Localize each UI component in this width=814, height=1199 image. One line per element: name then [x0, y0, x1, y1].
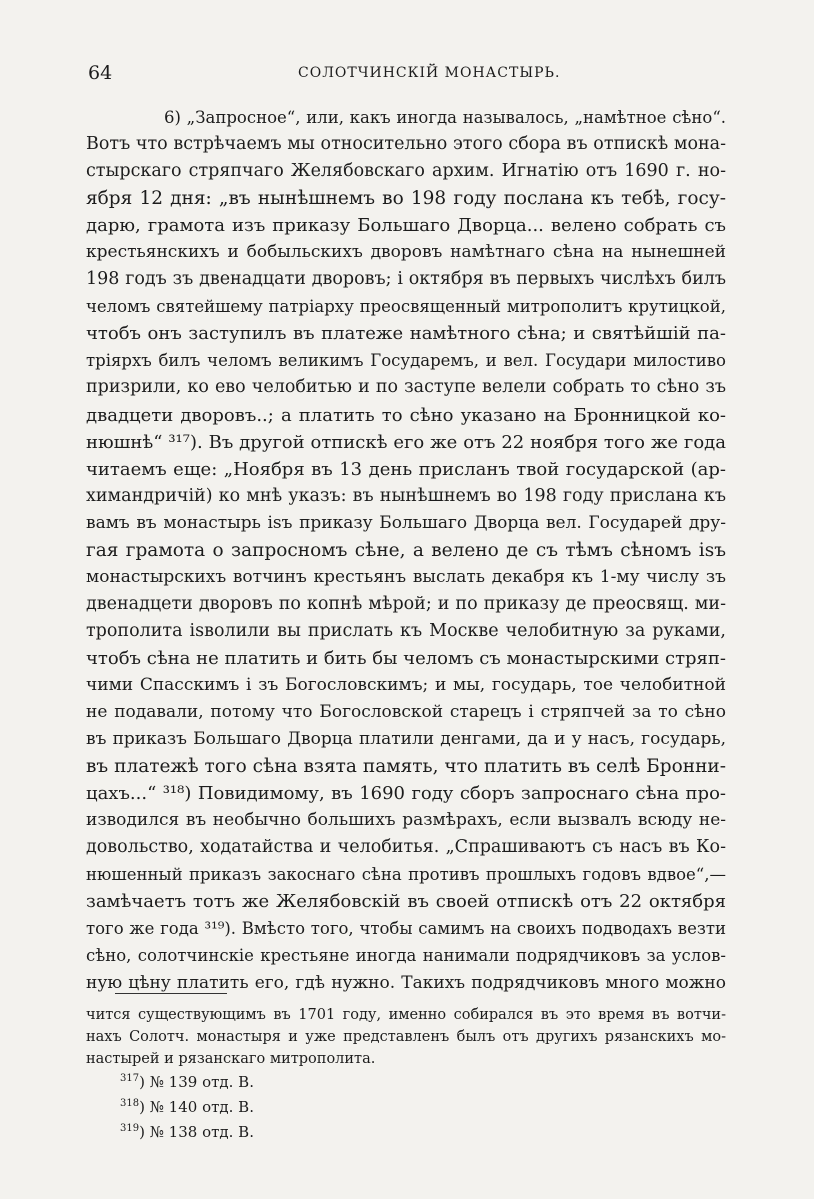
body-line: Вотъ что встрѣчаемъ мы относительно этого сбора въ отпискѣ мона-: [86, 134, 726, 155]
footnote: [86, 1095, 726, 1120]
body-line: двенадцети дворовъ по копнѣ мѣрой; и по приказу де преосвящ. ми-: [86, 593, 726, 614]
footnote-mark: 317: [120, 1073, 140, 1084]
body-line: чтобъ сѣна не платить и бить бы челомъ съ монастырскими стряп-: [86, 647, 726, 669]
body-line: монастырскихъ вотчинъ крестьянъ выслать декабря къ 1-му числу зъ: [86, 566, 726, 587]
body-line: химандричій) ко мнѣ указъ: въ нынѣшнемъ во 198 году прислана къ: [86, 485, 726, 506]
page-header: [88, 62, 728, 86]
body-line: чими Спасскимъ і зъ Богословскимъ; и мы, государь, тое челобитной: [86, 674, 726, 695]
body-line: 198 годъ зъ двенадцати дворовъ; і октября въ первыхъ числѣхъ билъ: [86, 269, 726, 290]
body-line: довольство, ходатайства и челобитья. „Спрашиваютъ съ насъ въ Ко-: [86, 837, 726, 858]
body-line: въ приказъ Большаго Дворца платили денгами, да и у насъ, государь,: [86, 729, 726, 750]
body-line: крестьянскихъ и бобыльскихъ дворовъ намѣтнаго сѣна на нынешней: [86, 242, 726, 263]
footnote: [86, 1120, 726, 1145]
body-line: стырскаго стряпчаго Желябовскаго архим. Игнатію отъ 1690 г. но-: [86, 161, 726, 182]
footnote-separator: [115, 993, 227, 994]
body-line: ную цѣну платить его, гдѣ нужно. Такихъ подрядчиковъ много можно: [86, 972, 726, 993]
page-number: 64: [88, 62, 113, 84]
body-line: вамъ въ монастырь іsъ приказу Большаго Дворца вел. Государей дру-: [86, 512, 726, 533]
footnote-continuation-line: настырей и рязанскаго митрополита.: [86, 1051, 376, 1067]
footnote-continuation-line: чится существующимъ въ 1701 году, именно собирался въ это время въ вотчи-: [86, 1007, 726, 1023]
body-line: ября 12 дня: „въ нынѣшнемъ во 198 году послана къ тебѣ, госу-: [86, 188, 726, 210]
body-line: нюшенный приказъ закоснаго сѣна противъ прошлыхъ годовъ вдвое“,—: [86, 865, 726, 885]
body-line: двадцети дворовъ..; а платить то сѣно указано на Бронницкой ко-: [86, 404, 726, 426]
body-line: нюшнѣ“ ³¹⁷). Въ другой отпискѣ его же отъ 22 ноября того же года: [86, 431, 726, 453]
footnote: [86, 1070, 726, 1095]
body-line: челомъ святейшему патріарху преосвященный митрополитъ крутицкой,: [86, 297, 726, 317]
footnotes: [86, 1004, 726, 1145]
body-line: сѣно, солотчинскіе крестьяне иногда нанимали подрядчиковъ за услов-: [86, 946, 726, 966]
body-line: читаемъ еще: „Ноября въ 13 день присланъ твой государской (ар-: [86, 458, 726, 480]
body-line: изводился въ необычно большихъ размѣрахъ, если вызвалъ всюду не-: [86, 810, 726, 831]
body-text: [86, 104, 726, 997]
body-line: тріярхъ билъ челомъ великимъ Государемъ, и вел. Государи милостиво: [86, 351, 726, 371]
body-line: чтобъ онъ заступилъ въ платеже намѣтного сѣна; и святѣйшій па-: [86, 323, 726, 345]
body-line: гая грамота о запросномъ сѣне, а велено де съ тѣмъ сѣномъ іsъ: [86, 539, 726, 561]
body-line: замѣчаетъ тотъ же Желябовскій въ своей отпискѣ отъ 22 октября: [86, 891, 726, 913]
body-line: цахъ...“ ³¹⁸) Повидимому, въ 1690 году сборъ запроснаго сѣна про-: [86, 783, 726, 805]
footnote-text: ) № 138 отд. В.: [139, 1123, 254, 1141]
body-line: дарю, грамота изъ приказу Большаго Дворца... велено собрать съ: [86, 215, 726, 237]
body-line: призрили, ко ево челобитью и по заступе велели собрать то сѣно зъ: [86, 377, 726, 398]
footnote-continuation-line: нахъ Солотч. монастыря и уже представленъ былъ отъ другихъ рязанскихъ мо-: [86, 1029, 726, 1045]
footnote-mark: 319: [120, 1123, 140, 1134]
body-line: не подавали, потому что Богословской старецъ і стряпчей за то сѣно: [86, 702, 726, 723]
running-title: СОЛОТЧИНСКІЙ МОНАСТЫРЬ.: [298, 65, 561, 81]
footnote-text: ) № 139 отд. В.: [139, 1073, 254, 1091]
body-line: того же года ³¹⁹). Вмѣсто того, чтобы самимъ на своихъ подводахъ везти: [86, 919, 726, 939]
body-line: въ платежѣ того сѣна взята память, что платить въ селѣ Бронни-: [86, 756, 726, 778]
footnote-text: ) № 140 отд. В.: [139, 1098, 254, 1116]
footnote-mark: 318: [120, 1098, 140, 1109]
body-line: трополита іsволили вы прислать къ Москве челобитную за руками,: [86, 620, 726, 641]
body-line: 6) „Запросное“, или, какъ иногда называлось, „намѣтное сѣно“.: [164, 108, 726, 127]
